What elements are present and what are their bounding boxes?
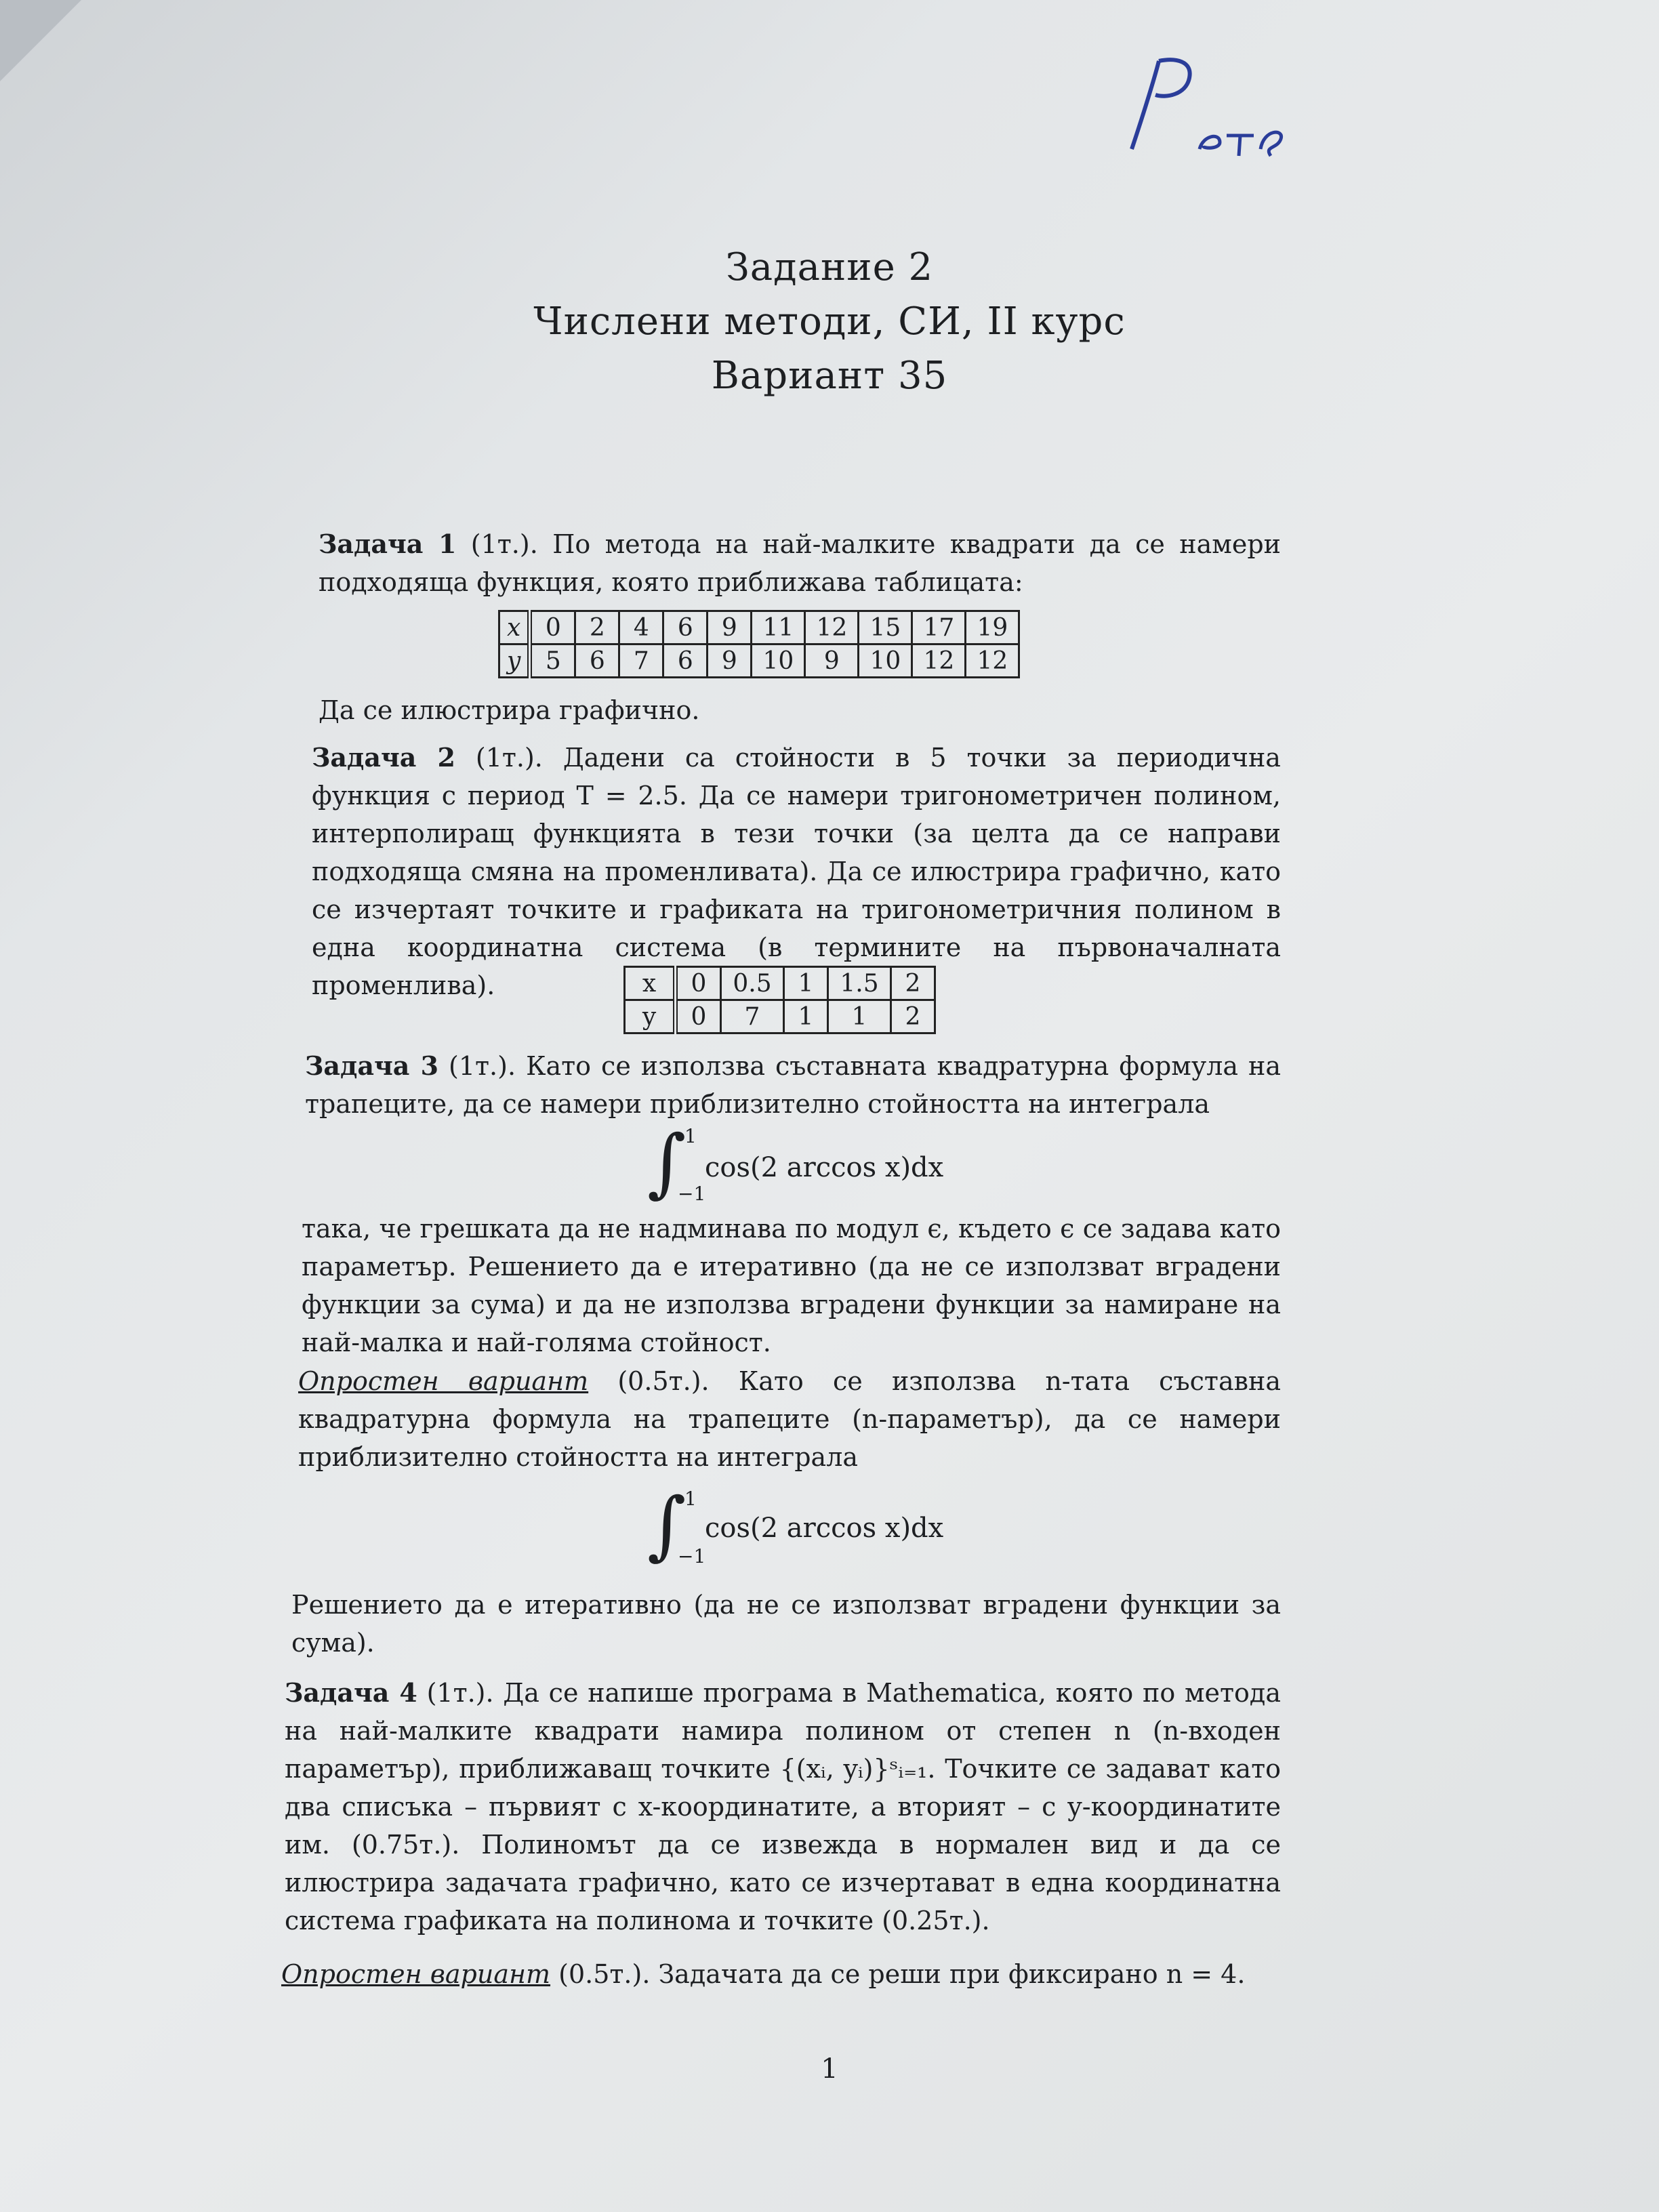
- page-corner-shadow: [0, 0, 81, 81]
- table-cell: 1: [828, 1000, 891, 1033]
- header-variant: Вариант 35: [711, 354, 948, 398]
- table-header-y: y: [625, 1000, 676, 1033]
- simple-variant-label: Опростен вариант: [281, 1959, 551, 1989]
- simple-variant-points: (0.5т.).: [617, 1366, 710, 1396]
- task-1-text: По метода на най-малките квадрати да се намери подходяща функция, която приближава таблицата:: [319, 529, 1281, 597]
- task-2-table: [623, 966, 936, 1034]
- task-4-text: Да се напише програма в Mathematica, която по метода на най-малките квадрати намира полином от степен n (n-входен параметър), приближаващ точките {(xᵢ, yᵢ)}ˢᵢ₌₁. Точките се задават като два списъка – първият с x-координатите, а вторият – с y-координатите им. (0.75т.). Полиномът да се извежда в нормален вид и да се илюстрира задачата графично, като се изчертават в една координатна система графиката на полинома и точките (0.25т.).: [285, 1678, 1281, 1936]
- table-cell: 12: [805, 611, 859, 644]
- table-cell: 7: [721, 1000, 784, 1033]
- task-4-points: (1т.).: [426, 1678, 494, 1708]
- table-cell: 1: [784, 967, 828, 1000]
- table-cell: 6: [575, 644, 619, 678]
- integral-sign: ∫: [647, 1119, 687, 1206]
- integral-expression: cos(2 arccos x)dx: [705, 1152, 944, 1183]
- task-3-simple-after: Решението да е итеративно (да не се използват вградени функции за сума).: [291, 1590, 1281, 1658]
- task-2-points: (1т.).: [475, 743, 543, 773]
- table-cell: 6: [663, 611, 708, 644]
- header-title: Задание 2: [725, 245, 934, 289]
- table-cell: 2: [891, 1000, 935, 1033]
- table-row-y: [499, 644, 1019, 678]
- task-2-label: Задача 2: [312, 742, 455, 773]
- task-1-points: (1т.).: [470, 529, 538, 559]
- simple-variant-text: Задачата да се реши при фиксирано n = 4.: [658, 1959, 1246, 1989]
- table-cell: 17: [912, 611, 966, 644]
- integral-lower-bound: −1: [678, 1183, 706, 1205]
- table-cell: 15: [859, 611, 912, 644]
- task-3-label: Задача 3: [305, 1050, 439, 1081]
- table-cell: 19: [966, 611, 1019, 644]
- integral-upper-bound: 1: [684, 1125, 697, 1147]
- simple-variant-points: (0.5т.).: [558, 1959, 651, 1989]
- integral-upper-bound: 1: [684, 1488, 697, 1510]
- table-header-x: x: [625, 967, 676, 1000]
- simple-variant-text: Като се използва n-тата съставна квадратурна формула на трапеците (n-параметър), да се намери приблизително стойността на интеграла: [298, 1366, 1281, 1472]
- table-cell: 12: [966, 644, 1019, 678]
- task-3: [305, 1047, 1281, 1123]
- task-2-text: Дадени са стойности в 5 точки за периодична функция с период T = 2.5. Да се намери тригонометричен полином, интерполиращ функцията в тези точки (за целта да се направи подходяща смяна на променливата). Да се илюстрира графично, като се изчертаят точките и графиката на тригонометричния полином в една координатна система (в термините на първоначалната променлива).: [312, 743, 1281, 1000]
- table-header-y: y: [499, 644, 530, 678]
- table-row-x: [625, 967, 935, 1000]
- task-1: [319, 525, 1281, 601]
- integral-lower-bound: −1: [678, 1545, 706, 1568]
- table-cell: 1.5: [828, 967, 891, 1000]
- task-3-points: (1т.).: [449, 1051, 516, 1081]
- simple-variant-label: Опростен вариант: [298, 1366, 589, 1396]
- table-cell: 10: [859, 644, 912, 678]
- table-cell: 9: [805, 644, 859, 678]
- table-cell: 4: [619, 611, 663, 644]
- document-header: [0, 241, 1659, 403]
- table-cell: 9: [708, 644, 752, 678]
- task-1-after: Да се илюстрира графично.: [319, 695, 700, 725]
- integral-expression: cos(2 arccos x)dx: [705, 1513, 944, 1544]
- task-3-after: така, че грешката да не надминава по модул ϵ, където ϵ се задава като параметър. Решението да е итеративно (да не се използват вградени функции за сума) и да не използва вградени функции за намиране на най-малка и най-голяма стойност.: [302, 1214, 1281, 1357]
- table-cell: 10: [752, 644, 805, 678]
- task-2: [312, 739, 1281, 1004]
- task-4-simple: [281, 1955, 1281, 1993]
- table-cell: 5: [530, 644, 575, 678]
- task-1-table: [498, 610, 1020, 678]
- table-header-x: x: [499, 611, 530, 644]
- handwritten-signature: [1118, 47, 1294, 163]
- table-cell: 2: [891, 967, 935, 1000]
- table-cell: 0: [676, 967, 721, 1000]
- table-cell: 9: [708, 611, 752, 644]
- integral-sign: ∫: [647, 1481, 687, 1568]
- table-cell: 1: [784, 1000, 828, 1033]
- table-cell: 2: [575, 611, 619, 644]
- table-cell: 6: [663, 644, 708, 678]
- page-number: 1: [821, 2053, 838, 2085]
- table-cell: 7: [619, 644, 663, 678]
- table-cell: 0: [676, 1000, 721, 1033]
- table-row-y: [625, 1000, 935, 1033]
- task-3-text: Като се използва съставната квадратурна формула на трапеците, да се намери приблизително стойността на интеграла: [305, 1051, 1281, 1119]
- task-3-simple: [298, 1362, 1281, 1476]
- header-course: Числени методи, СИ, II курс: [533, 300, 1126, 344]
- table-cell: 12: [912, 644, 966, 678]
- table-cell: 0: [530, 611, 575, 644]
- task-4: [285, 1674, 1281, 1940]
- table-row-x: [499, 611, 1019, 644]
- task-4-label: Задача 4: [285, 1677, 417, 1708]
- table-cell: 11: [752, 611, 805, 644]
- table-cell: 0.5: [721, 967, 784, 1000]
- task-1-label: Задача 1: [319, 529, 457, 559]
